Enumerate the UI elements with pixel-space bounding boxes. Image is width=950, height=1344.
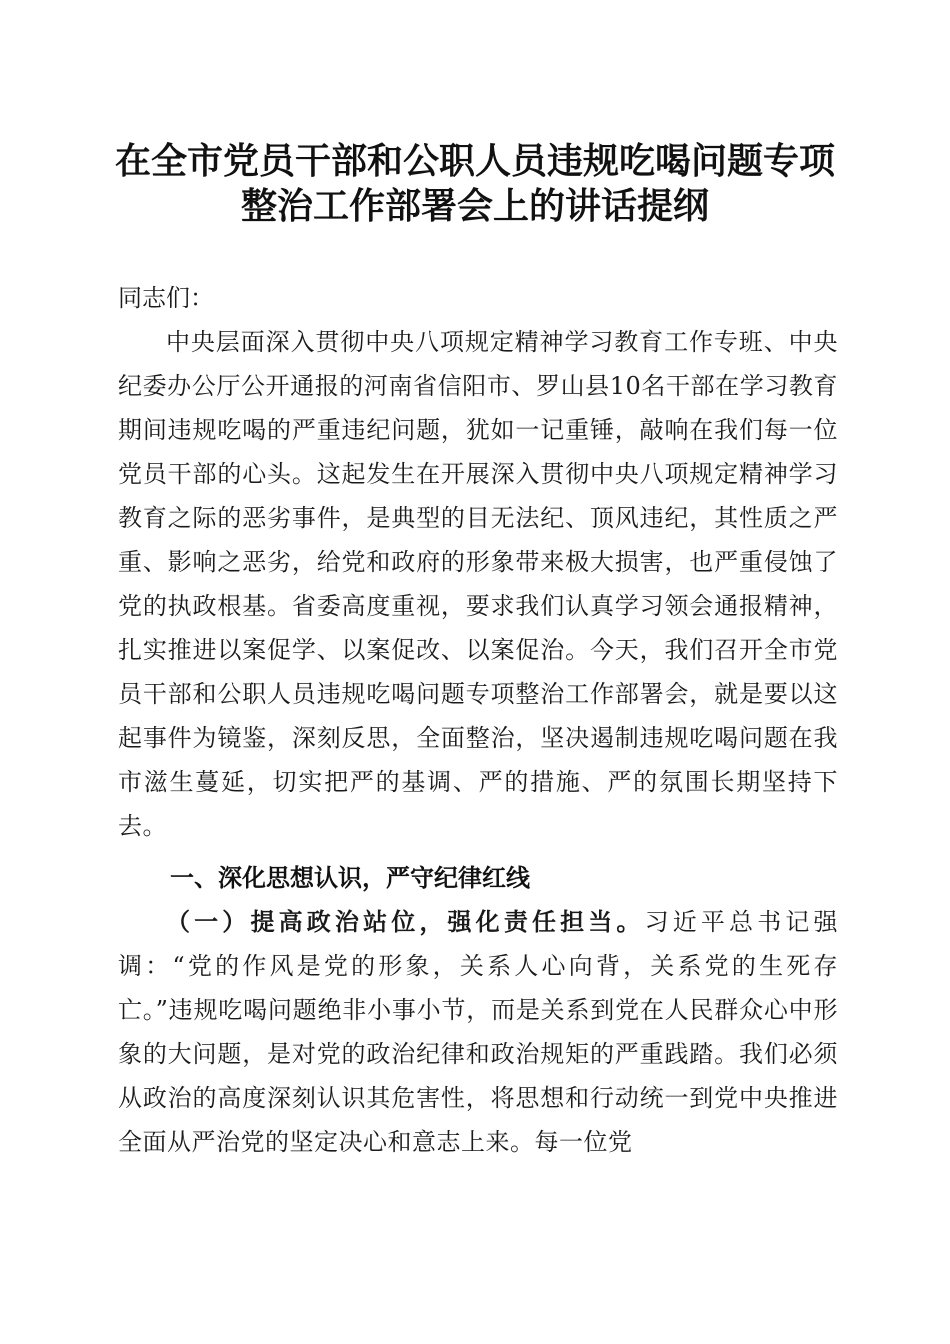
- subsection-1-paragraph: [118, 900, 838, 1164]
- subsection-1-text: 习近平总书记强调：“党的作风是党的形象，关系人心向背，关系党的生死存亡。”违规吃喝问题绝非小事小节，而是关系到党在人民群众心中形象的大问题，是对党的政治纪律和政治规矩的严重践踏。我们必须从政治的高度深刻认识其危害性，将思想和行动统一到党中央推进全面从严治党的坚定决心和意志上来。每一位党: [118, 908, 839, 1156]
- section-1-heading: 一、深化思想认识，严守纪律红线: [170, 864, 530, 892]
- subsection-1-heading: （一）提高政治站位，强化责任担当。: [166, 907, 645, 936]
- intro-paragraph: 中央层面深入贯彻中央八项规定精神学习教育工作专班、中央纪委办公厅公开通报的河南省信阳市、罗山县10名干部在学习教育期间违规吃喝的严重违纪问题，犹如一记重锤，敲响在我们每一位党员干部的心头。这起发生在开展深入贯彻中央八项规定精神学习教育之际的恶劣事件，是典型的目无法纪、顶风违纪，其性质之严重、影响之恶劣，给党和政府的形象带来极大损害，也严重侵蚀了党的执政根基。省委高度重视，要求我们认真学习领会通报精神，扎实推进以案促学、以案促改、以案促治。今天，我们召开全市党员干部和公职人员违规吃喝问题专项整治工作部署会，就是要以这起事件为镜鉴，深刻反思，全面整治，坚决遏制违规吃喝问题在我市滋生蔓延，切实把严的基调、严的措施、严的氛围长期坚持下去。: [118, 328, 838, 840]
- document-title-line-2: 整治工作部署会上的讲话提纲: [240, 185, 709, 227]
- salutation: 同志们：: [118, 284, 214, 312]
- document-title-line-1: 在全市党员干部和公职人员违规吃喝问题专项: [114, 140, 835, 182]
